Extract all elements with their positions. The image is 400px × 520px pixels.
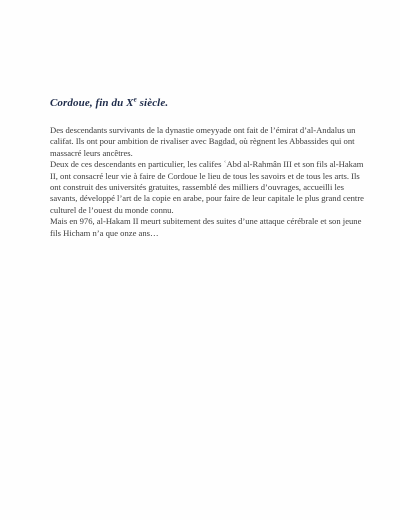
paragraph-2: Deux de ces descendants en particulier, les califes ʿAbd al-Rahmân III et son fils al-Hakam II, ont consacré leur vie à faire de Cordoue le lieu de tous les savoirs et de tous les arts. Ils ont construit des universités gratuites, rassemblé des milliers d’ouvrages, accueilli les savants, développé l’art de la copie en arabe, pour faire de leur capitale le plus grand centre culturel de l’ouest du monde connu.	[50, 159, 364, 215]
text-block	[50, 97, 364, 239]
heading-superscript: e	[133, 95, 137, 104]
chapter-heading	[50, 97, 364, 109]
heading-suffix: siècle.	[136, 97, 169, 109]
paragraph-3: Mais en 976, al-Hakam II meurt subitement des suites d’une attaque cérébrale et son jeune fils Hicham n’a que onze ans…	[50, 216, 362, 238]
paragraph-1: Des descendants survivants de la dynastie omeyyade ont fait de l’émirat d’al-Andalus un califat. Ils ont pour ambition de rivaliser avec Bagdad, où règnent les Abbassides qui ont massacré leurs ancêtres.	[50, 125, 356, 158]
heading-text: Cordoue, fin du X	[50, 97, 134, 109]
